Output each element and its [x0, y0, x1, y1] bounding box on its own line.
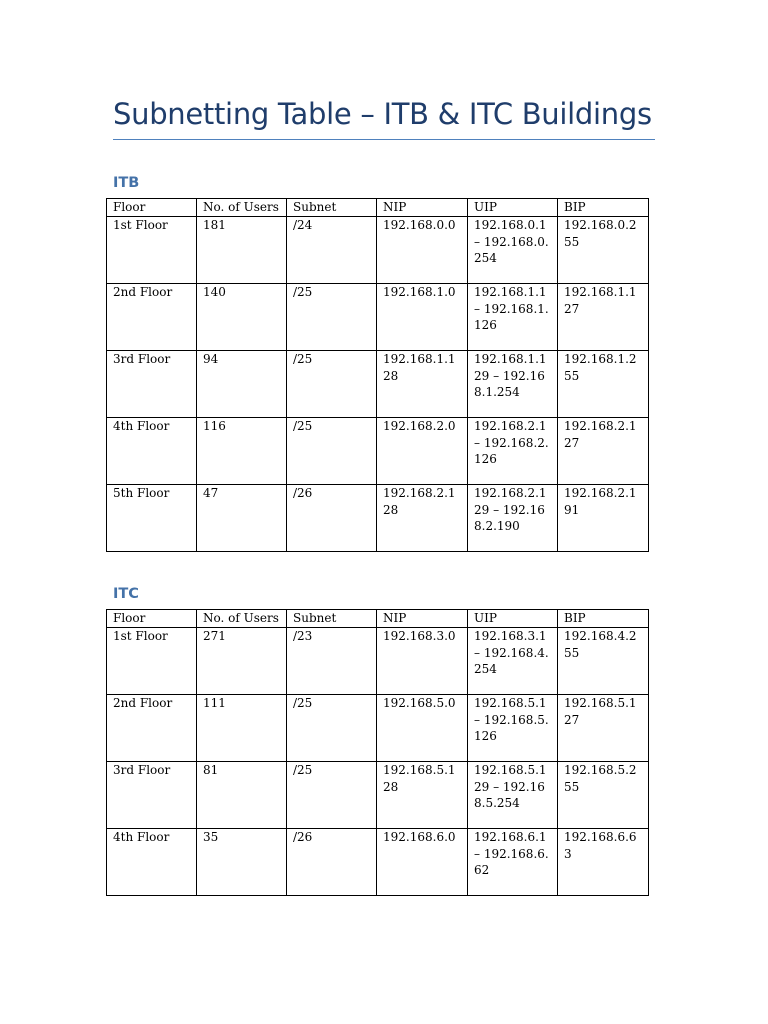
- bip-cell: 192.168.2.127: [558, 417, 649, 484]
- table-header-row: [107, 610, 649, 628]
- document-title: Subnetting Table – ITB & ITC Buildings: [113, 97, 652, 131]
- table-row: [107, 350, 649, 417]
- itb-subnet-table: [106, 198, 649, 552]
- nip-cell: 192.168.0.0: [377, 216, 468, 283]
- users-cell: 116: [197, 417, 287, 484]
- uip-cell: 192.168.1.1 – 192.168.1.126: [468, 283, 558, 350]
- subnet-cell: /25: [287, 694, 377, 761]
- bip-cell: 192.168.5.255: [558, 761, 649, 828]
- floor-cell: 3rd Floor: [107, 761, 197, 828]
- subnet-cell: /25: [287, 283, 377, 350]
- column-header: No. of Users: [197, 199, 287, 217]
- floor-cell: 4th Floor: [107, 417, 197, 484]
- uip-cell: 192.168.3.1 – 192.168.4.254: [468, 627, 558, 694]
- section-heading-itb: ITB: [113, 175, 140, 191]
- nip-cell: 192.168.6.0: [377, 828, 468, 895]
- table-row: [107, 417, 649, 484]
- subnet-cell: /25: [287, 761, 377, 828]
- nip-cell: 192.168.1.0: [377, 283, 468, 350]
- users-cell: 181: [197, 216, 287, 283]
- floor-cell: 5th Floor: [107, 484, 197, 551]
- nip-cell: 192.168.5.0: [377, 694, 468, 761]
- users-cell: 271: [197, 627, 287, 694]
- bip-cell: 192.168.0.255: [558, 216, 649, 283]
- bip-cell: 192.168.5.127: [558, 694, 649, 761]
- floor-cell: 3rd Floor: [107, 350, 197, 417]
- column-header: Floor: [107, 610, 197, 628]
- floor-cell: 1st Floor: [107, 216, 197, 283]
- users-cell: 94: [197, 350, 287, 417]
- subnet-cell: /24: [287, 216, 377, 283]
- users-cell: 81: [197, 761, 287, 828]
- uip-cell: 192.168.2.129 – 192.168.2.190: [468, 484, 558, 551]
- uip-cell: 192.168.0.1 – 192.168.0.254: [468, 216, 558, 283]
- title-divider: [113, 139, 655, 140]
- bip-cell: 192.168.1.127: [558, 283, 649, 350]
- floor-cell: 1st Floor: [107, 627, 197, 694]
- column-header: No. of Users: [197, 610, 287, 628]
- floor-cell: 4th Floor: [107, 828, 197, 895]
- column-header: Subnet: [287, 610, 377, 628]
- column-header: Floor: [107, 199, 197, 217]
- bip-cell: 192.168.2.191: [558, 484, 649, 551]
- uip-cell: 192.168.1.129 – 192.168.1.254: [468, 350, 558, 417]
- bip-cell: 192.168.1.255: [558, 350, 649, 417]
- users-cell: 35: [197, 828, 287, 895]
- table-row: [107, 627, 649, 694]
- column-header: NIP: [377, 610, 468, 628]
- subnet-cell: /25: [287, 417, 377, 484]
- column-header: Subnet: [287, 199, 377, 217]
- floor-cell: 2nd Floor: [107, 694, 197, 761]
- section-heading-itc: ITC: [113, 586, 139, 602]
- bip-cell: 192.168.4.255: [558, 627, 649, 694]
- bip-cell: 192.168.6.63: [558, 828, 649, 895]
- uip-cell: 192.168.6.1 – 192.168.6.62: [468, 828, 558, 895]
- nip-cell: 192.168.3.0: [377, 627, 468, 694]
- subnet-cell: /23: [287, 627, 377, 694]
- column-header: BIP: [558, 610, 649, 628]
- floor-cell: 2nd Floor: [107, 283, 197, 350]
- column-header: BIP: [558, 199, 649, 217]
- column-header: UIP: [468, 199, 558, 217]
- nip-cell: 192.168.2.0: [377, 417, 468, 484]
- column-header: UIP: [468, 610, 558, 628]
- nip-cell: 192.168.5.128: [377, 761, 468, 828]
- subnet-cell: /25: [287, 350, 377, 417]
- itc-subnet-table: [106, 609, 649, 896]
- uip-cell: 192.168.5.1 – 192.168.5.126: [468, 694, 558, 761]
- table-row: [107, 484, 649, 551]
- table-row: [107, 761, 649, 828]
- uip-cell: 192.168.5.129 – 192.168.5.254: [468, 761, 558, 828]
- table-row: [107, 694, 649, 761]
- users-cell: 140: [197, 283, 287, 350]
- uip-cell: 192.168.2.1 – 192.168.2.126: [468, 417, 558, 484]
- subnet-cell: /26: [287, 484, 377, 551]
- table-row: [107, 828, 649, 895]
- users-cell: 47: [197, 484, 287, 551]
- table-header-row: [107, 199, 649, 217]
- column-header: NIP: [377, 199, 468, 217]
- nip-cell: 192.168.1.128: [377, 350, 468, 417]
- nip-cell: 192.168.2.128: [377, 484, 468, 551]
- users-cell: 111: [197, 694, 287, 761]
- subnet-cell: /26: [287, 828, 377, 895]
- table-row: [107, 283, 649, 350]
- table-row: [107, 216, 649, 283]
